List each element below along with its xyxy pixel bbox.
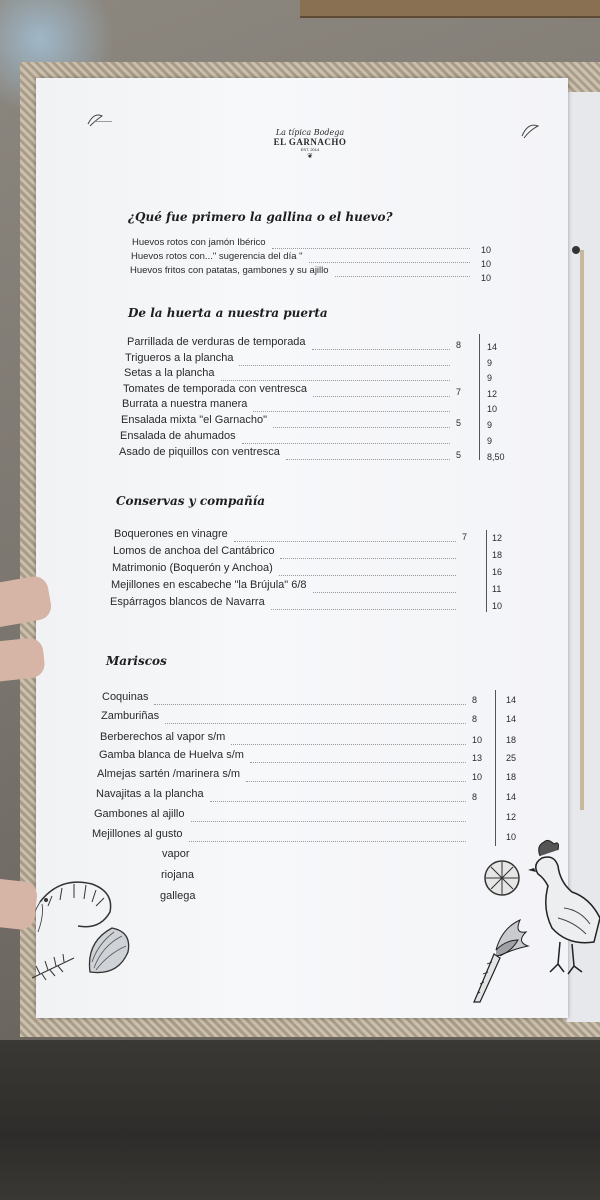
menu-item <box>130 265 329 276</box>
lemon-slice-illustration <box>482 858 522 898</box>
menu-item-name: Mejillones en escabeche "la Brújula" 6/8 <box>111 579 307 591</box>
menu-item-name: Gambones al ajillo <box>94 808 185 820</box>
corner-leaf-icon <box>86 110 106 130</box>
half-portion-price: 8 <box>472 695 478 705</box>
menu-item <box>100 731 225 743</box>
section-title: Conservas y compañía <box>116 494 266 508</box>
dotted-leader <box>309 262 470 263</box>
full-portion-price: 11 <box>492 584 502 594</box>
menu-item-name: Huevos fritos con patatas, gambones y su ajillo <box>130 265 329 276</box>
section-title: ¿Qué fue primero la gallina o el huevo? <box>128 210 393 224</box>
herb-illustration <box>30 952 76 982</box>
dotted-leader <box>191 821 467 822</box>
menu-item <box>125 352 233 364</box>
menu-item-name: Tomates de temporada con ventresca <box>123 383 308 395</box>
dotted-leader <box>242 443 450 444</box>
preparation-option: vapor <box>162 848 190 860</box>
dotted-leader <box>271 609 456 610</box>
preparation-option: gallega <box>160 890 196 902</box>
menu-item <box>101 710 159 722</box>
wooden-edge <box>300 0 600 18</box>
full-portion-price: 9 <box>487 436 493 446</box>
half-portion-price: 13 <box>472 753 483 763</box>
logo-est: EST. 2014 <box>300 147 320 152</box>
menu-item-name: Matrimonio (Boquerón y Anchoa) <box>112 562 273 574</box>
full-portion-price: 14 <box>506 792 517 802</box>
dotted-leader <box>221 380 450 381</box>
menu-item <box>124 367 215 379</box>
menu-item <box>92 828 183 840</box>
menu-item-name: Almejas sartén /marinera s/m <box>97 768 241 780</box>
dotted-leader <box>239 365 450 366</box>
menu-item <box>113 545 274 557</box>
menu-item-name: Mejillones al gusto <box>92 828 183 840</box>
half-portion-price: 7 <box>462 532 468 542</box>
menu-item <box>123 383 307 395</box>
menu-item-name: Lomos de anchoa del Cantábrico <box>113 545 275 557</box>
half-portion-price: 5 <box>456 418 462 428</box>
full-portion-price: 10 <box>481 259 492 269</box>
full-portion-price: 10 <box>492 601 503 611</box>
full-portion-price: 10 <box>481 273 492 283</box>
half-portion-price: 5 <box>456 450 462 460</box>
full-portion-price: 10 <box>506 832 517 842</box>
menu-item-name: Parrillada de verduras de temporada <box>127 336 306 348</box>
menu-item-name: Trigueros a la plancha <box>125 352 234 364</box>
menu-item-name: Huevos rotos con jamón Ibérico <box>132 237 266 248</box>
menu-item-name: Ensalada de ahumados <box>120 430 236 442</box>
menu-item-name: Coquinas <box>102 691 149 703</box>
carrot-illustration <box>466 910 536 1005</box>
half-portion-price: 8 <box>472 792 478 802</box>
menu-item-name: Burrata a nuestra manera <box>122 398 248 410</box>
menu-item <box>120 430 236 442</box>
full-portion-price: 9 <box>487 373 493 383</box>
menu-item <box>110 596 265 608</box>
dotted-leader <box>313 396 450 397</box>
menu-item <box>102 691 148 703</box>
dotted-leader <box>165 723 466 724</box>
price-column-divider <box>479 334 480 460</box>
menu-item-name: Asado de piquillos con ventresca <box>119 446 280 458</box>
dotted-leader <box>250 762 466 763</box>
binding-string <box>580 250 584 810</box>
dotted-leader <box>253 411 450 412</box>
full-portion-price: 18 <box>506 772 517 782</box>
menu-item <box>96 788 204 800</box>
logo-tagline: La típica Bodega <box>275 128 345 137</box>
menu-item <box>99 749 244 761</box>
menu-item-name: Navajitas a la plancha <box>96 788 204 800</box>
dotted-leader <box>286 459 450 460</box>
menu-item-name: Zamburiñas <box>101 710 160 722</box>
menu-item-name: Espárragos blancos de Navarra <box>110 596 265 608</box>
menu-item <box>114 528 228 540</box>
menu-item <box>131 251 303 262</box>
menu-item-name: Setas a la plancha <box>124 367 215 379</box>
full-portion-price: 10 <box>481 245 492 255</box>
hand-finger <box>0 877 38 931</box>
dotted-leader <box>234 541 456 542</box>
price-column-divider <box>486 530 487 612</box>
dotted-leader <box>273 427 450 428</box>
dotted-leader <box>246 781 466 782</box>
dotted-leader <box>189 841 467 842</box>
full-portion-price: 16 <box>492 567 503 577</box>
menu-item-name: Gamba blanca de Huelva s/m <box>99 749 244 761</box>
full-portion-price: 25 <box>506 753 517 763</box>
dotted-leader <box>154 704 466 705</box>
full-portion-price: 8,50 <box>487 452 505 462</box>
restaurant-logo <box>240 128 380 160</box>
half-portion-price: 8 <box>472 714 478 724</box>
dotted-leader <box>272 248 470 249</box>
dotted-leader <box>335 276 470 277</box>
section-title: Mariscos <box>106 654 167 668</box>
dotted-leader <box>279 575 456 576</box>
menu-item <box>111 579 307 591</box>
menu-item-name: Ensalada mixta "el Garnacho" <box>121 414 267 426</box>
mussel-illustration <box>82 922 138 982</box>
menu-item <box>132 237 266 248</box>
menu-item <box>112 562 273 574</box>
full-portion-price: 12 <box>487 389 498 399</box>
full-portion-price: 9 <box>487 420 493 430</box>
half-portion-price: 8 <box>456 340 462 350</box>
menu-item <box>97 768 240 780</box>
binding-knot <box>572 246 580 254</box>
logo-name: EL GARNACHO <box>273 137 347 147</box>
full-portion-price: 10 <box>487 404 498 414</box>
corner-leaf-icon <box>518 120 540 140</box>
dotted-leader <box>313 592 456 593</box>
dotted-leader <box>231 744 466 745</box>
dotted-leader <box>210 801 466 802</box>
logo-leaf-icon: ❦ <box>307 153 313 160</box>
dotted-leader <box>280 558 456 559</box>
half-portion-price: 7 <box>456 387 462 397</box>
full-portion-price: 12 <box>506 812 517 822</box>
menu-item <box>122 398 247 410</box>
full-portion-price: 14 <box>506 695 517 705</box>
full-portion-price: 9 <box>487 358 493 368</box>
half-portion-price: 10 <box>472 735 483 745</box>
menu-item-name: Huevos rotos con..." sugerencia del día " <box>131 251 303 262</box>
menu-item <box>121 414 267 426</box>
menu-item <box>119 446 280 458</box>
price-column-divider <box>495 690 496 846</box>
fabric-foreground <box>0 1040 600 1200</box>
full-portion-price: 18 <box>506 735 517 745</box>
section-title: De la huerta a nuestra puerta <box>128 306 328 320</box>
preparation-option: riojana <box>161 869 195 881</box>
full-portion-price: 12 <box>492 533 503 543</box>
menu-item-name: Berberechos al vapor s/m <box>100 731 226 743</box>
menu-item-name: Boquerones en vinagre <box>114 528 228 540</box>
dotted-leader <box>312 349 450 350</box>
full-portion-price: 14 <box>487 342 498 352</box>
menu-item <box>94 808 185 820</box>
top-left-rule <box>96 121 112 122</box>
menu-item <box>127 336 306 348</box>
full-portion-price: 14 <box>506 714 517 724</box>
full-portion-price: 18 <box>492 550 503 560</box>
half-portion-price: 10 <box>472 772 483 782</box>
